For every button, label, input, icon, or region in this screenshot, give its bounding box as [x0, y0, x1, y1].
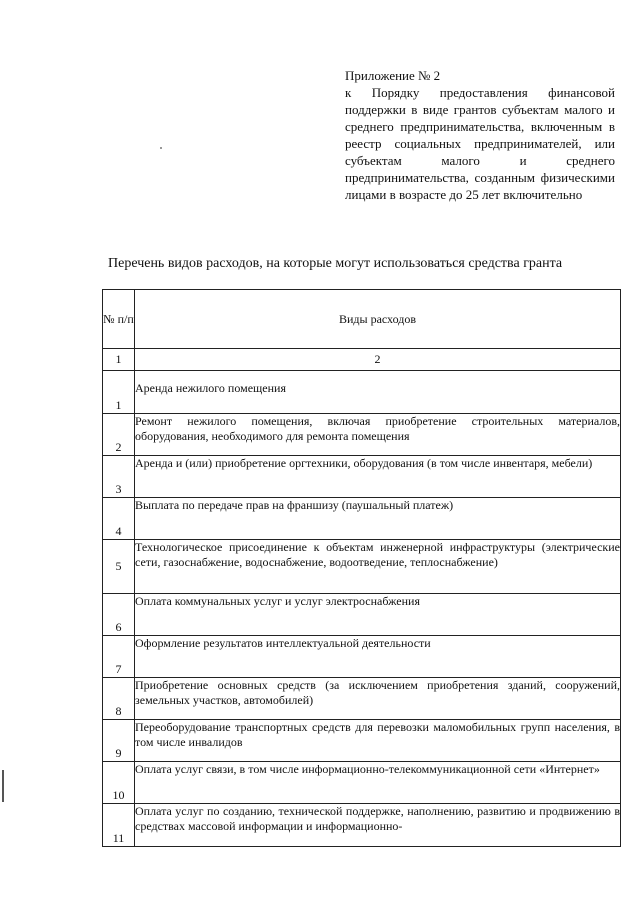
appendix-block: [345, 67, 615, 203]
table-index-row: [103, 349, 621, 371]
header-expense-type: Виды расходов: [135, 290, 621, 349]
row-description: Оплата коммунальных услуг и услуг электроснабжения: [135, 594, 621, 636]
table-row: [103, 594, 621, 636]
table-row: [103, 456, 621, 498]
row-description: Оплата услуг по созданию, технической поддержке, наполнению, развитию и продвижению в средствах массовой информации и информационно-: [135, 804, 621, 847]
row-description: Аренда нежилого помещения: [135, 371, 621, 414]
row-number: 5: [103, 540, 135, 594]
row-number: 9: [103, 720, 135, 762]
row-number: 7: [103, 636, 135, 678]
row-number: 8: [103, 678, 135, 720]
appendix-title: Приложение № 2: [345, 68, 441, 83]
scan-artifact-mark: [2, 770, 4, 802]
expenses-table: [102, 289, 621, 847]
table-row: [103, 371, 621, 414]
table-header-row: [103, 290, 621, 349]
table-row: [103, 720, 621, 762]
table-row: [103, 762, 621, 804]
row-number: 1: [103, 371, 135, 414]
table-row: [103, 414, 621, 456]
header-number: № п/п: [103, 290, 135, 349]
appendix-text: к Порядку предоставления финансовой поддержки в виде грантов субъектам малого и среднего предпринимательства, включенным в реестр социальных предпринимателей, или субъектам малого и среднего предпринимательства, созданным физическими лицами в возрасте до 25 лет включительно: [345, 85, 615, 202]
table-row: [103, 540, 621, 594]
document-heading: Перечень видов расходов, на которые могут использоваться средства гранта: [108, 256, 563, 271]
row-number: 2: [103, 414, 135, 456]
index-cell-1: 1: [103, 349, 135, 371]
row-description: Переоборудование транспортных средств для перевозки маломобильных групп населения, в том числе инвалидов: [135, 720, 621, 762]
table-row: [103, 678, 621, 720]
row-description: Оплата услуг связи, в том числе информационно-телекоммуникационной сети «Интернет»: [135, 762, 621, 804]
row-number: 10: [103, 762, 135, 804]
row-description: Аренда и (или) приобретение оргтехники, оборудования (в том числе инвентаря, мебели): [135, 456, 621, 498]
row-number: 6: [103, 594, 135, 636]
row-description: Технологическое присоединение к объектам инженерной инфраструктуры (электрические сети, газоснабжение, водоснабжение, водоотведение, теплоснабжение): [135, 540, 621, 594]
index-cell-2: 2: [135, 349, 621, 371]
row-number: 11: [103, 804, 135, 847]
table-row: [103, 636, 621, 678]
row-description: Ремонт нежилого помещения, включая приобретение строительных материалов, оборудования, необходимого для ремонта помещения: [135, 414, 621, 456]
row-description: Выплата по передаче прав на франшизу (паушальный платеж): [135, 498, 621, 540]
table-row: [103, 498, 621, 540]
row-number: 3: [103, 456, 135, 498]
table-row: [103, 804, 621, 847]
row-description: Приобретение основных средств (за исключением приобретения зданий, сооружений, земельных участков, автомобилей): [135, 678, 621, 720]
row-description: Оформление результатов интеллектуальной деятельности: [135, 636, 621, 678]
row-number: 4: [103, 498, 135, 540]
scan-dot: [160, 147, 162, 149]
